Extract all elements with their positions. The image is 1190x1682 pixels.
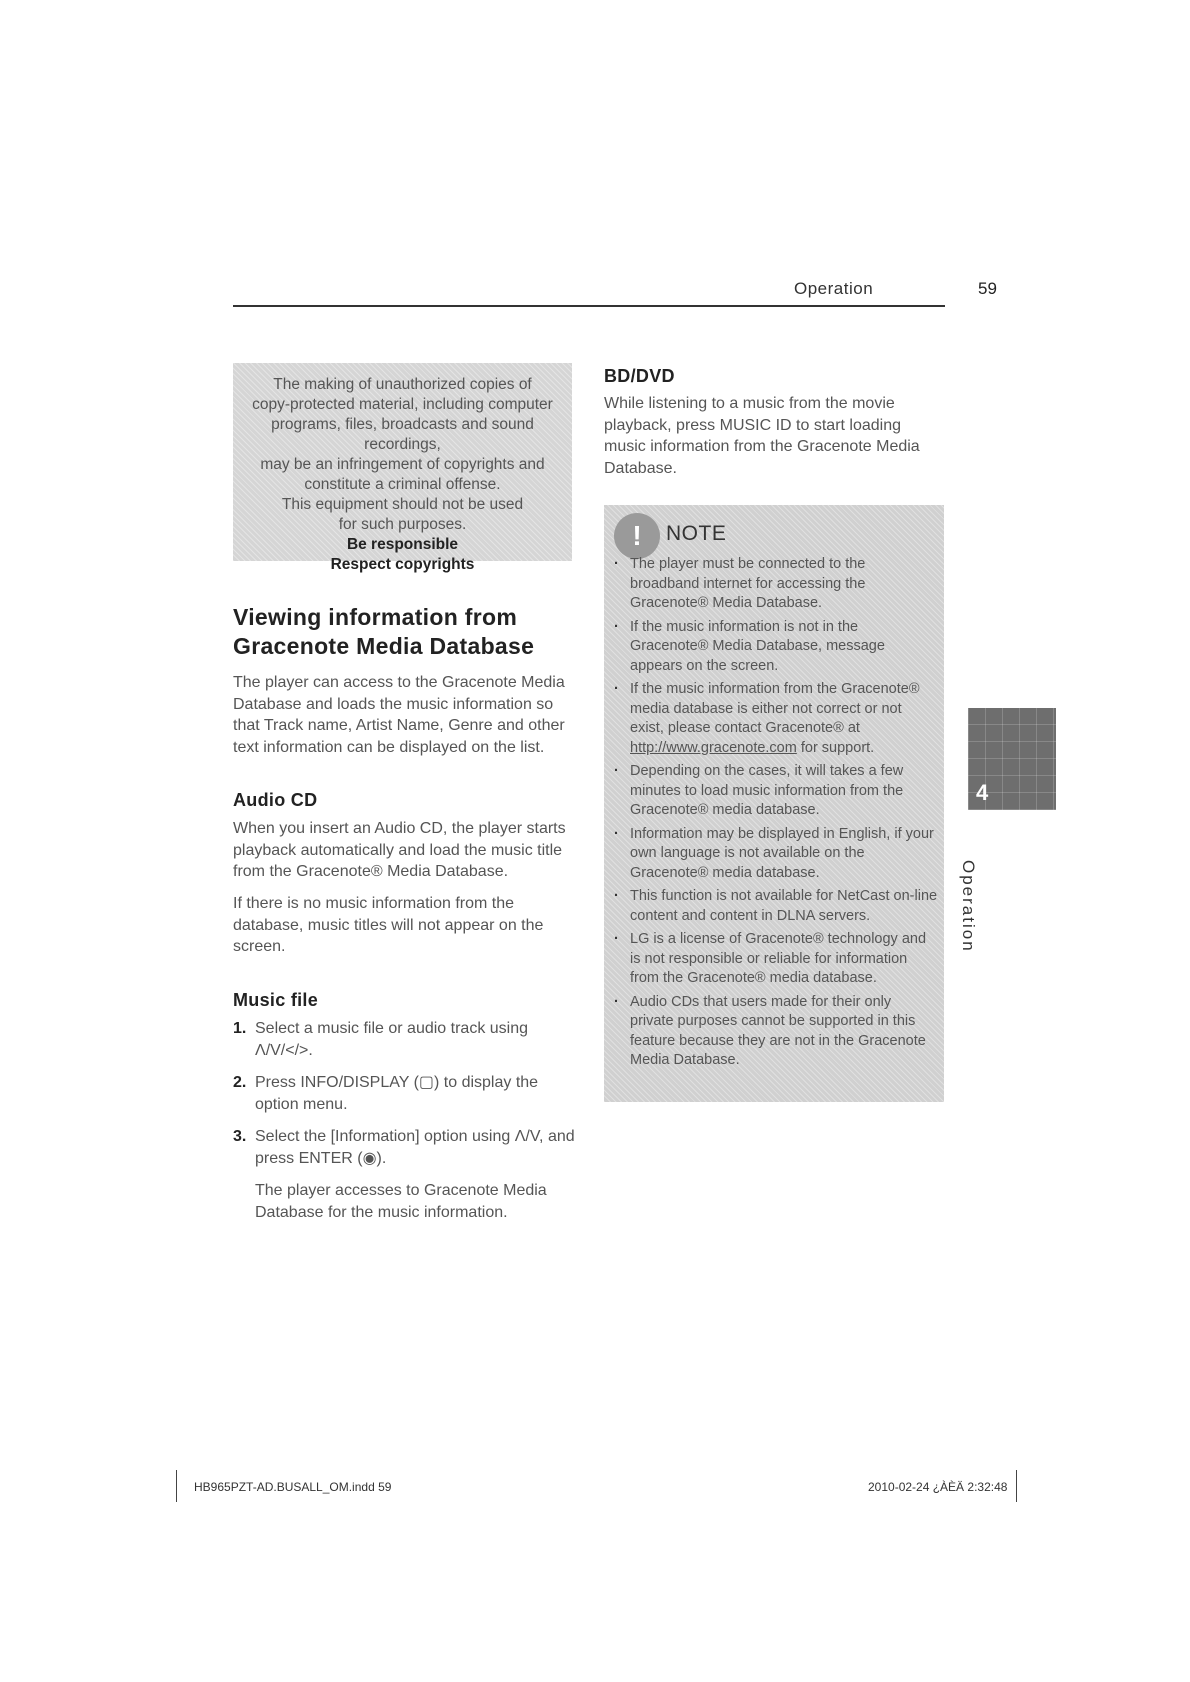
copyright-line: programs, files, broadcasts and sound recordings,	[271, 416, 534, 453]
step-item	[233, 1072, 583, 1115]
header-divider	[233, 305, 945, 307]
audio-cd-heading: Audio CD	[233, 790, 318, 810]
gracenote-link[interactable]: http://www.gracenote.com	[630, 739, 797, 756]
copyright-bold-line: Be responsible	[346, 536, 459, 553]
chapter-tab	[968, 708, 1056, 810]
bd-dvd-paragraph: While listening to a music from the movie playback, press MUSIC ID to start loading music information from the Gracenote Media Database.	[604, 395, 920, 477]
header-section-title: Operation	[794, 279, 874, 298]
chapter-label: Operation	[959, 860, 978, 953]
step-item	[233, 1018, 583, 1061]
copyright-notice-box	[233, 363, 572, 573]
copyright-line: The making of unauthorized copies of	[273, 376, 532, 393]
note-title: NOTE	[666, 522, 727, 545]
intro-paragraph: The player can access to the Gracenote Media Database and loads the music information so that Track name, Artist Name, Genre and other text information can be displayed on the list.	[233, 674, 565, 756]
step-text: Press INFO/DISPLAY (▢) to display the option menu.	[255, 1074, 539, 1113]
footer-timestamp: 2010-02-24 ¿ÀÈÄ 2:32:48	[868, 1480, 1008, 1494]
step-text: Select the [Information] option using Λ/V, and press ENTER (◉).	[255, 1128, 575, 1167]
warning-icon: !	[614, 513, 660, 559]
note-item: · The player must be connected to the broadband internet for accessing the Gracenote® Media Database.	[612, 555, 938, 614]
chapter-number: 4	[976, 780, 989, 805]
step-extra-text: The player accesses to Gracenote Media Database for the music information.	[255, 1182, 547, 1221]
footer-filename: HB965PZT-AD.BUSALL_OM.indd 59	[194, 1480, 392, 1494]
note-item-text: If the music information from the Gracenote® media database is either not correct or not exist, please contact Gracenote® at	[630, 681, 920, 736]
note-item: · This function is not available for NetCast on-line content and content in DLNA servers.	[612, 887, 938, 926]
music-file-heading: Music file	[233, 990, 319, 1010]
step-extra	[233, 1180, 583, 1223]
copyright-line: constitute a criminal offense.	[304, 476, 501, 493]
step-text: Select a music file or audio track using Λ/V/</>.	[255, 1020, 529, 1059]
note-item	[612, 680, 938, 758]
audio-cd-paragraph: If there is no music information from the database, music titles will not appear on the screen.	[233, 895, 544, 955]
section-heading	[233, 603, 593, 661]
note-item-suffix: for support.	[796, 739, 875, 756]
page-number: 59	[978, 279, 997, 298]
footer-divider	[176, 1470, 177, 1502]
copyright-line: for such purposes.	[338, 516, 467, 533]
copyright-line: This equipment should not be used	[281, 496, 524, 513]
audio-cd-paragraph: When you insert an Audio CD, the player starts playback automatically and load the music title from the Gracenote® Media Database.	[233, 820, 566, 880]
section-heading-line: Viewing information from	[233, 604, 518, 630]
note-item: · Information may be displayed in English, if your own language is not available on the Gracenote® media database.	[612, 825, 938, 884]
copyright-bold-line: Respect copyrights	[330, 556, 475, 573]
note-item: · Depending on the cases, it will takes a few minutes to load music information from the Gracenote® media database.	[612, 762, 938, 821]
bd-dvd-heading: BD/DVD	[604, 366, 675, 386]
note-item: · LG is a license of Gracenote® technology and is not responsible or reliable for information from the Gracenote® media database.	[612, 930, 938, 989]
step-number: 2.	[233, 1074, 247, 1091]
step-number: 3.	[233, 1128, 247, 1145]
footer-divider	[1016, 1470, 1017, 1502]
step-number: 1.	[233, 1020, 247, 1037]
section-heading-line: Gracenote Media Database	[233, 633, 535, 659]
step-item	[233, 1126, 583, 1169]
note-box	[604, 505, 944, 1102]
copyright-line: may be an infringement of copyrights and	[260, 456, 545, 473]
note-list	[612, 555, 938, 1075]
note-item: · If the music information is not in the Gracenote® Media Database, message appears on the screen.	[612, 618, 938, 677]
note-item: · Audio CDs that users made for their only private purposes cannot be supported in this feature because they are not in the Gracenote Media Database.	[612, 993, 938, 1071]
copyright-line: copy-protected material, including computer	[252, 396, 553, 413]
